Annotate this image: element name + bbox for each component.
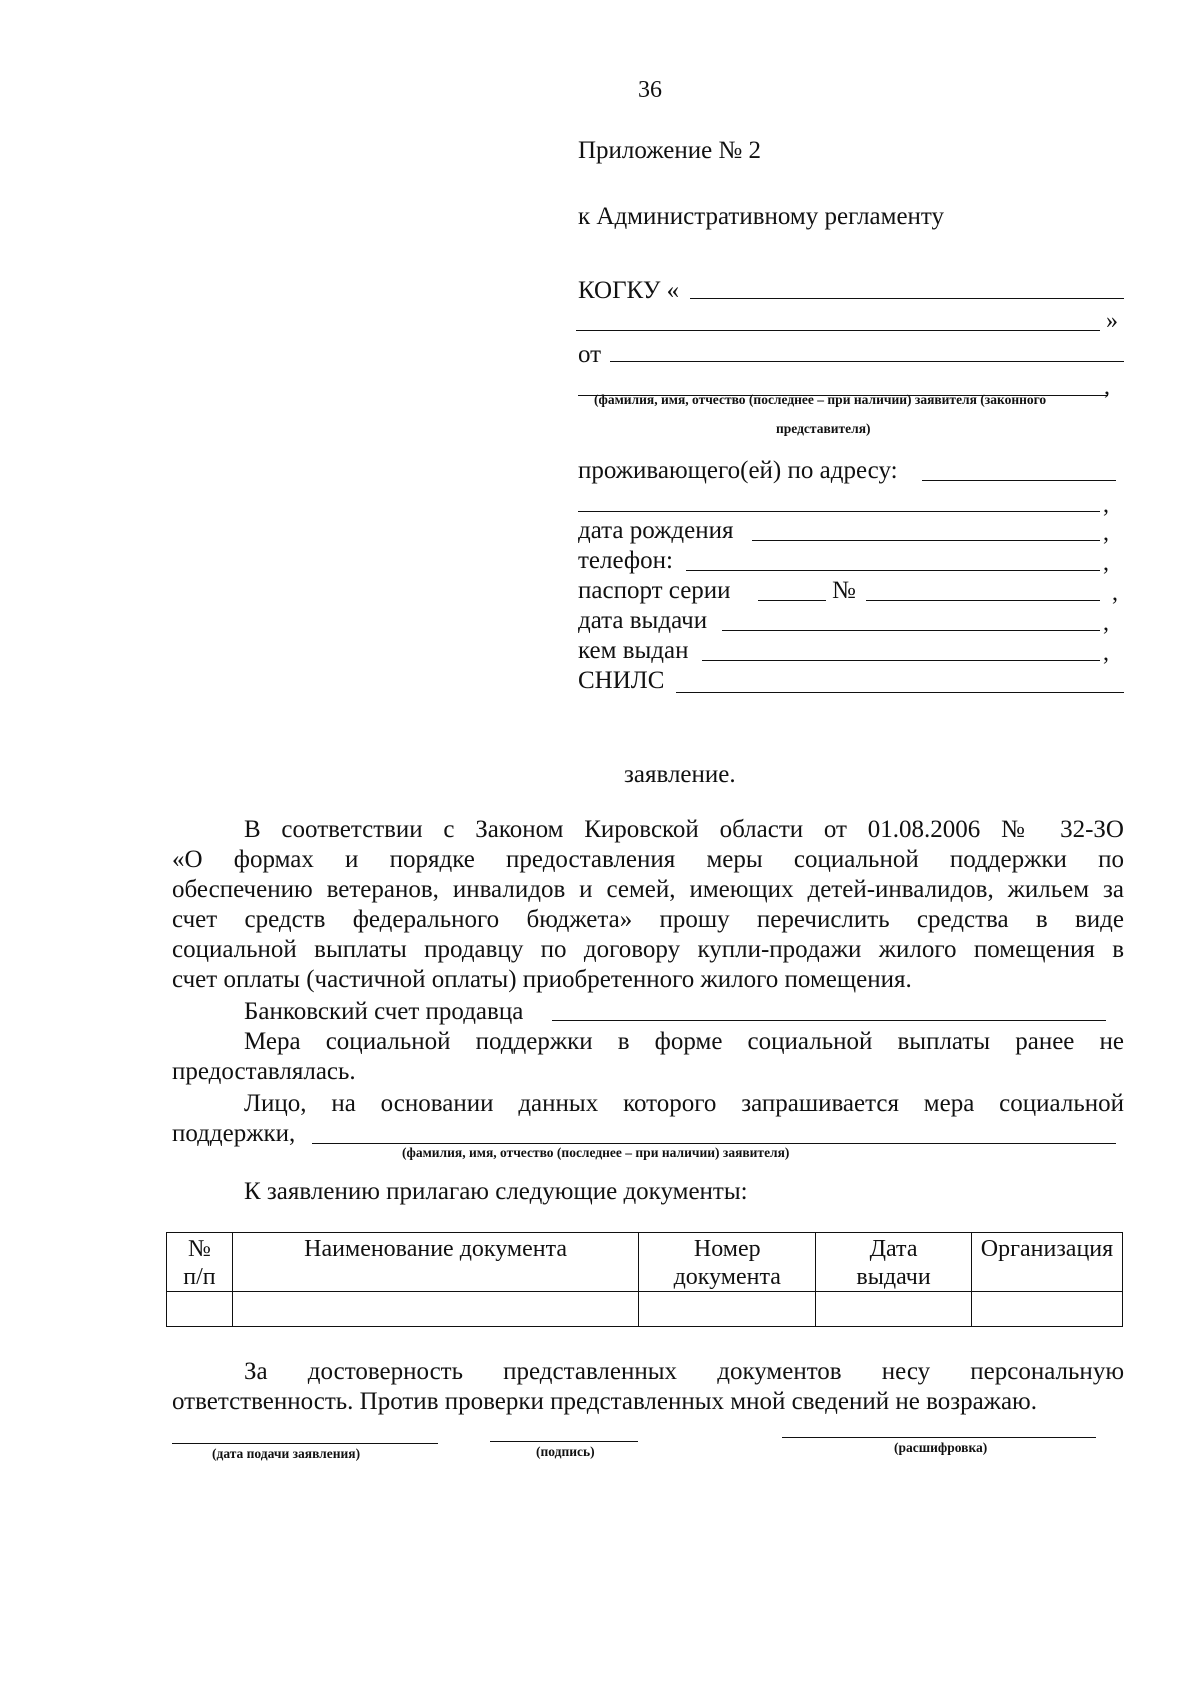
col-header-number: № п/п	[167, 1233, 233, 1292]
submission-date-line[interactable]	[172, 1443, 438, 1444]
table-header-row	[167, 1233, 1123, 1292]
from-label: от	[578, 341, 602, 368]
decoding-caption: (расшифровка)	[894, 1440, 988, 1455]
social-support-line-1: Мера социальной поддержки в форме социальной выплаты ранее не	[244, 1028, 1124, 1055]
passport-number-line[interactable]	[866, 600, 1100, 601]
col-header-issue-date: Дата выдачи	[816, 1233, 972, 1292]
body-line-1: В соответствии с Законом Кировской области от 01.08.2006 № 32-ЗО	[244, 816, 1124, 843]
page-number: 36	[638, 77, 662, 103]
passport-comma: ,	[1112, 580, 1118, 606]
kogku-name-line-2[interactable]	[576, 330, 1100, 331]
phone-comma: ,	[1103, 550, 1109, 576]
attachments-intro: К заявлению прилагаю следующие документы:	[244, 1178, 748, 1205]
issued-by-label: кем выдан	[578, 637, 689, 664]
birth-date-line[interactable]	[752, 540, 1100, 541]
kogku-label: КОГКУ «	[578, 277, 680, 304]
kogku-name-line-1[interactable]	[690, 298, 1124, 299]
social-support-line-2: предоставлялась.	[172, 1058, 356, 1085]
signature-caption: (подпись)	[536, 1444, 595, 1459]
body-line-5: социальной выплаты продавцу по договору купли-продажи жилого помещения в	[172, 936, 1124, 963]
birth-date-label: дата рождения	[578, 517, 734, 544]
closing-line-1: За достоверность представленных документов несу персональную	[244, 1358, 1124, 1385]
decoding-line[interactable]	[782, 1437, 1096, 1438]
phone-label: телефон:	[578, 547, 673, 574]
passport-series-label: паспорт серии	[578, 577, 731, 604]
col-header-doc-name: Наименование документа	[232, 1233, 638, 1292]
col-header-doc-number: Номер документа	[639, 1233, 816, 1292]
birth-date-comma: ,	[1103, 520, 1109, 546]
passport-series-line[interactable]	[758, 600, 826, 601]
applicant-caption-2: представителя)	[776, 421, 871, 436]
snils-label: СНИЛС	[578, 667, 665, 694]
address-line-1[interactable]	[922, 480, 1116, 481]
body-line-6: счет оплаты (частичной оплаты) приобретенного жилого помещения.	[172, 966, 912, 993]
signature-line[interactable]	[490, 1441, 638, 1442]
body-line-2: «О формах и порядке предоставления меры социальной поддержки по	[172, 846, 1124, 873]
kogku-close-quote: »	[1106, 308, 1118, 334]
issue-date-label: дата выдачи	[578, 607, 708, 634]
issued-by-comma: ,	[1103, 640, 1109, 666]
person-name-line[interactable]	[312, 1143, 1116, 1144]
cell-doc-number[interactable]	[639, 1292, 816, 1327]
snils-line[interactable]	[676, 692, 1124, 693]
address-label: проживающего(ей) по адресу:	[578, 457, 898, 484]
body-line-3: обеспечению ветеранов, инвалидов и семей, имеющих детей-инвалидов, жильем за	[172, 876, 1124, 903]
passport-number-label: №	[832, 577, 856, 604]
address-comma: ,	[1103, 492, 1109, 518]
cell-issue-date[interactable]	[816, 1292, 972, 1327]
issue-date-line[interactable]	[722, 630, 1100, 631]
cell-organization[interactable]	[971, 1292, 1122, 1327]
person-basis-line-2: поддержки,	[172, 1120, 296, 1147]
documents-table	[166, 1232, 1123, 1327]
table-row	[167, 1292, 1123, 1327]
body-line-4: счет средств федерального бюджета» прошу перечислить средства в виде	[172, 906, 1124, 933]
document-title: заявление.	[624, 761, 736, 788]
regulation-reference: к Административному регламенту	[578, 203, 945, 230]
person-basis-line-1: Лицо, на основании данных которого запрашивается мера социальной	[244, 1090, 1124, 1117]
bank-account-label: Банковский счет продавца	[244, 998, 524, 1025]
issue-date-comma: ,	[1103, 610, 1109, 636]
issued-by-line[interactable]	[702, 660, 1100, 661]
applicant-caption-1: (фамилия, имя, отчество (последнее – при наличии) заявителя (законного	[594, 392, 1047, 407]
col-header-organization: Организация	[971, 1233, 1122, 1292]
submission-date-caption: (дата подачи заявления)	[212, 1446, 361, 1461]
person-name-caption: (фамилия, имя, отчество (последнее – при наличии) заявителя)	[402, 1145, 790, 1160]
applicant-comma: ,	[1104, 374, 1110, 400]
appendix-title: Приложение № 2	[578, 137, 762, 164]
address-line-2[interactable]	[578, 511, 1100, 512]
applicant-name-line[interactable]	[610, 361, 1124, 362]
phone-line[interactable]	[686, 570, 1100, 571]
closing-line-2: ответственность. Против проверки представленных мной сведений не возражаю.	[172, 1388, 1037, 1415]
cell-number[interactable]	[167, 1292, 233, 1327]
bank-account-line[interactable]	[552, 1020, 1106, 1021]
cell-doc-name[interactable]	[232, 1292, 638, 1327]
